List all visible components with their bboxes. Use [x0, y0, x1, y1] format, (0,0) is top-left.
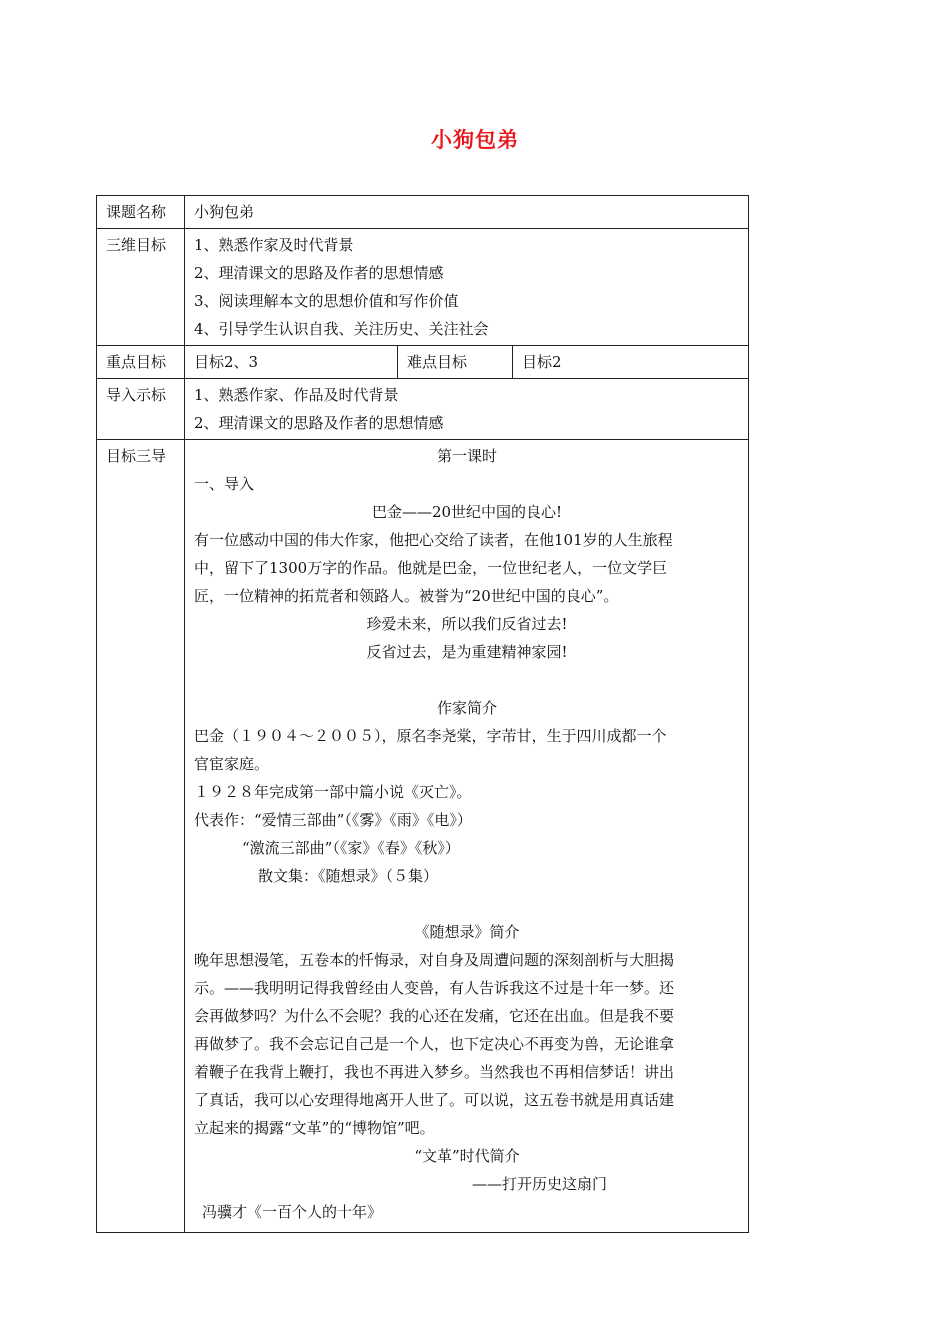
- goals-list: [185, 229, 749, 346]
- main-content: [185, 440, 749, 1233]
- author-line: １９２８年完成第一部中篇小说《灭亡》。: [194, 783, 472, 801]
- essay-line: 着鞭子在我背上鞭打，我也不再进入梦乡。当然我也不再相信梦话！讲出: [194, 1063, 675, 1081]
- author-line: 代表作：“爱情三部曲”（《雾》《雨》《电》）: [194, 811, 472, 829]
- intro-goal-item: 2、理清课文的思路及作者的思想情感: [194, 414, 444, 432]
- key-goal-label: 重点目标: [97, 346, 185, 379]
- author-line: 散文集：《随想录》（５集）: [258, 867, 439, 885]
- essay-line: 了真话，我可以心安理得地离开人世了。可以说，这五卷书就是用真话建: [194, 1091, 675, 1109]
- page-title: 小狗包弟: [431, 127, 519, 152]
- row-course-name: [97, 196, 749, 229]
- essay-line: 晚年思想漫笔，五卷本的忏悔录，对自身及周遭问题的深刻剖析与大胆揭: [194, 951, 675, 969]
- intro-goals-label: 导入示标: [97, 379, 185, 440]
- author-line: 官宦家庭。: [194, 755, 270, 773]
- essay-line: 再做梦了。我不会忘记自己是一个人，也下定决心不再变为兽，无论谁拿: [194, 1035, 675, 1053]
- goal-item: 2、理清课文的思路及作者的思想情感: [194, 264, 444, 282]
- row-intro-goals: [97, 379, 749, 440]
- intro-paragraph-line: 中，留下了1300万字的作品。他就是巴金，一位世纪老人，一位文学巨: [194, 559, 668, 577]
- row-goals: [97, 229, 749, 346]
- essay-line: 立起来的揭露“文革”的“博物馆”吧。: [194, 1119, 435, 1137]
- lesson-heading: 第一课时: [437, 447, 498, 465]
- author-line: “激流三部曲”（《家》《春》《秋》）: [242, 839, 460, 857]
- intro-goals-list: [185, 379, 749, 440]
- goal-item: 3、阅读理解本文的思想价值和写作价值: [194, 292, 459, 310]
- main-label: 目标三导: [97, 440, 185, 1233]
- essay-line: 示。——我明明记得我曾经由人变兽，有人告诉我这不过是十年一梦。还: [194, 979, 675, 997]
- essay-line: 会再做梦吗？为什么不会呢？我的心还在发痛，它还在出血。但是我不要: [194, 1007, 675, 1025]
- difficulty-value: 目标2: [513, 346, 749, 379]
- essay-heading: 《随想录》简介: [414, 923, 520, 941]
- quote-line: 珍爱未来，所以我们反省过去!: [366, 615, 568, 633]
- intro-paragraph-line: 匠，一位精神的拓荒者和领路人。被誉为“20世纪中国的良心”。: [194, 587, 619, 605]
- era-subheading: ——打开历史这扇门: [472, 1175, 608, 1193]
- goal-item: 1、熟悉作家及时代背景: [194, 236, 354, 254]
- course-name-label: 课题名称: [97, 196, 185, 229]
- goals-label: 三维目标: [97, 229, 185, 346]
- difficulty-label: 难点目标: [398, 346, 513, 379]
- section-heading: 一、导入: [194, 475, 255, 493]
- author-heading: 作家简介: [437, 699, 498, 717]
- era-heading: “文革”时代简介: [414, 1147, 520, 1165]
- quote-line: 反省过去，是为重建精神家园!: [366, 643, 568, 661]
- row-main: [97, 440, 749, 1233]
- key-goal-value: 目标2、3: [185, 346, 398, 379]
- intro-paragraph-line: 有一位感动中国的伟大作家，他把心交给了读者，在他101岁的人生旅程: [194, 531, 673, 549]
- author-line: 巴金（１９０４～２００５），原名李尧棠，字芾甘，生于四川成都一个: [194, 727, 667, 745]
- lesson-plan-table: [96, 195, 749, 1233]
- era-book: 冯骥才《一百个人的十年》: [202, 1203, 383, 1221]
- course-name-value: 小狗包弟: [185, 196, 749, 229]
- goal-item: 4、引导学生认识自我、关注历史、关注社会: [194, 320, 489, 338]
- intro-heading: 巴金——20世纪中国的良心!: [371, 503, 563, 521]
- row-key-goals: [97, 346, 749, 379]
- intro-goal-item: 1、熟悉作家、作品及时代背景: [194, 386, 399, 404]
